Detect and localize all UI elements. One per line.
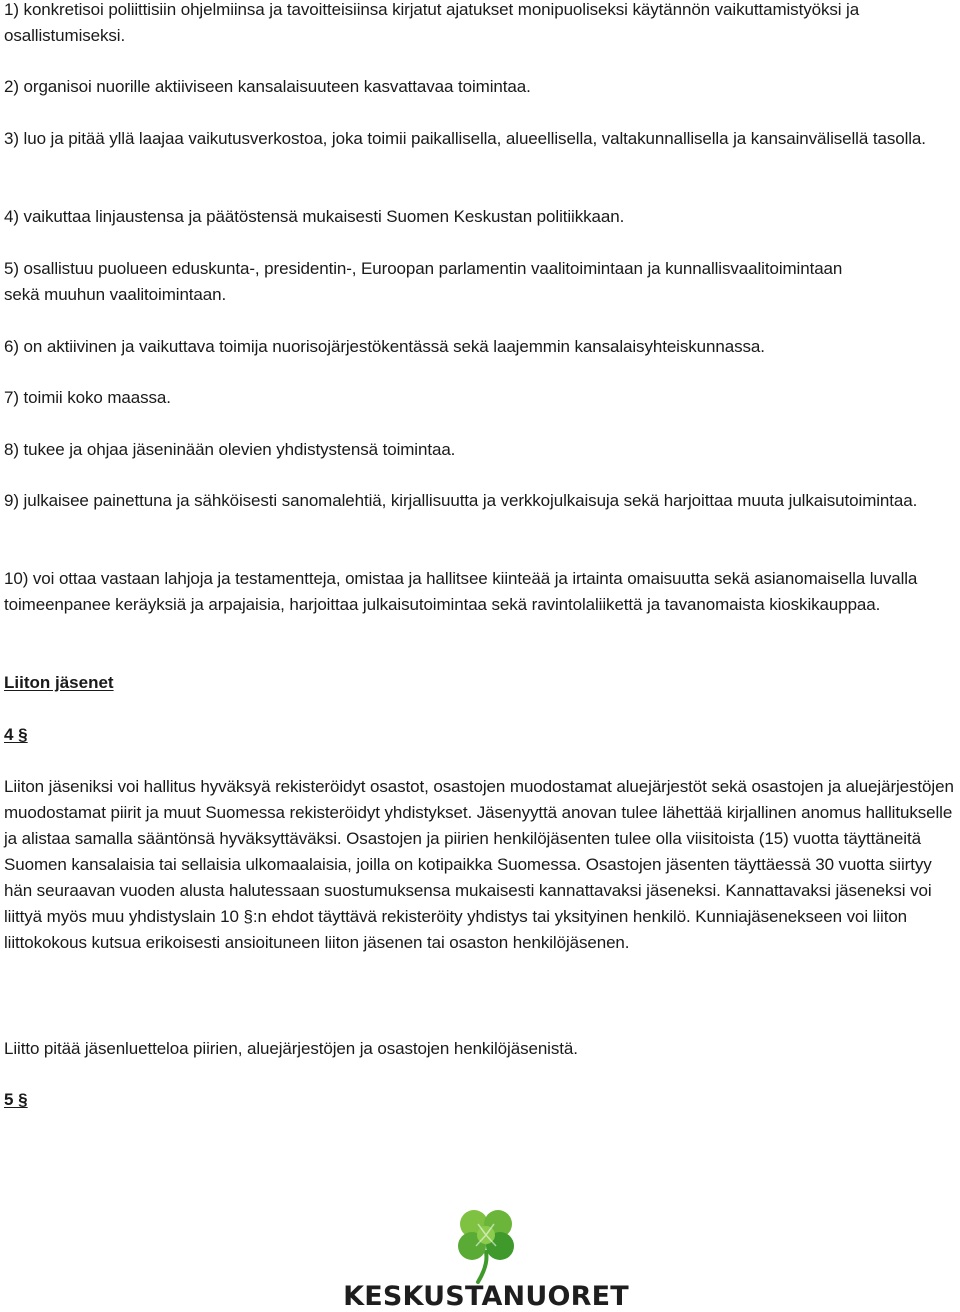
list-item-7: 7) toimii koko maassa.	[4, 388, 171, 407]
list-item-4: 4) vaikuttaa linjaustensa ja päätöstensä mukaisesti Suomen Keskustan politiikkaan.	[4, 207, 625, 226]
list-item-9: 9) julkaisee painettuna ja sähköisesti sanomalehtiä, kirjallisuutta ja verkkojulkaisuja sekä harjoittaa muuta julkaisutoimintaa.	[4, 491, 918, 510]
section-5-label: 5 §	[4, 1090, 28, 1109]
list-item-2: 2) organisoi nuorille aktiiviseen kansalaisuuteen kasvattavaa toimintaa.	[4, 77, 531, 96]
four-leaf-clover-icon	[448, 1202, 524, 1284]
list-item-5: 5) osallistuu puolueen eduskunta-, presidentin-, Euroopan parlamentin vaalitoimintaan ja kunnallisvaalitoimintaan sekä muuhun vaalitoimintaan.	[4, 259, 843, 304]
keskustanuoret-logo	[330, 1202, 642, 1310]
section-4-register-note: Liitto pitää jäsenluetteloa piirien, aluejärjestöjen ja osastojen henkilöjäsenistä.	[4, 1039, 578, 1058]
list-item-3: 3) luo ja pitää yllä laajaa vaikutusverkostoa, joka toimii paikallisella, alueellisella, valtakunnallisella ja kansainvälisellä tasolla.	[4, 129, 926, 148]
list-item-6: 6) on aktiivinen ja vaikuttava toimija nuorisojärjestökentässä sekä laajemmin kansalaisyhteiskunnassa.	[4, 337, 765, 356]
section-4-label: 4 §	[4, 725, 28, 744]
section-heading: Liiton jäsenet	[4, 673, 114, 692]
section-4-body: Liiton jäseniksi voi hallitus hyväksyä rekisteröidyt osastot, osastojen muodostamat aluejärjestöt sekä osastojen ja aluejärjestöjen muodostamat piirit ja muut Suomessa rekisteröidyt yhdistykset. Jäsenyyttä anovan tulee lähettää kirjallinen anomus hallitukselle ja alistaa samalla sääntönsä hyväksyttäväksi. Osastojen ja piirien henkilöjäsenten tulee olla viisitoista (15) vuotta täyttäneitä Suomen kansalaisia tai sellaisia ulkomaalaisia, joilla on kotipaikka Suomessa. Osastojen jäsenten täyttäessä 30 vuotta siirtyy hän seuraavan vuoden alusta halutessaan suostumuksensa mukaisesti kannattavaksi jäseneksi. Kannattavaksi jäseneksi voi liittyä myös muu yhdistyslain 10 §:n ehdot täyttävä rekisteröity yhdistys tai yksityinen henkilö. Kunniajäsenekseen voi liiton liittokokous kutsua erikoisesti ansioituneen liiton jäsenen tai osaston henkilöjäsenen.	[4, 777, 954, 952]
list-item-8: 8) tukee ja ohjaa jäseninään olevien yhdistystensä toimintaa.	[4, 440, 456, 459]
list-item-1: 1) konkretisoi poliittisiin ohjelmiinsa ja tavoitteisiinsa kirjatut ajatukset monipuoliseksi käytännön vaikuttamistyöksi ja osallistumiseksi.	[4, 0, 860, 45]
list-item-10: 10) voi ottaa vastaan lahjoja ja testamentteja, omistaa ja hallitsee kiinteää ja irtainta omaisuutta sekä asianomaisella luvalla toimeenpanee keräyksiä ja arpajaisia, harjoittaa julkaisutoimintaa sekä ravintolaliikettä ja tavanomaista kioskikauppaa.	[4, 569, 918, 614]
logo-wordmark: KESKUSTANUORET	[343, 1281, 629, 1312]
